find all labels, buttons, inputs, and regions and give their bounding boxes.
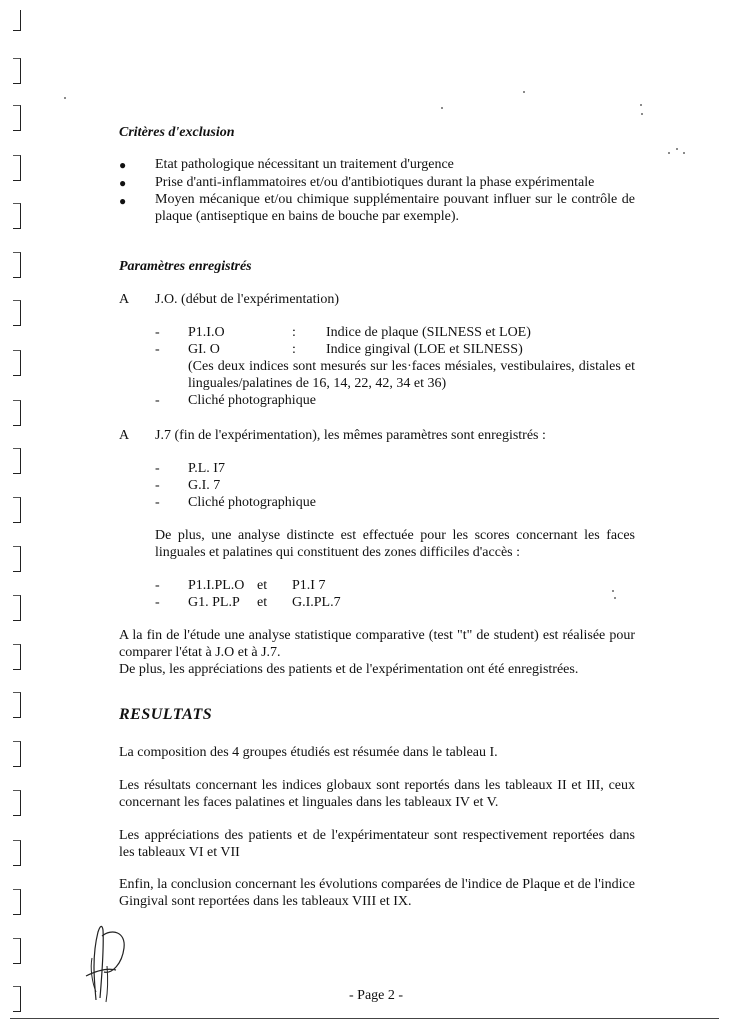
binding-mark	[13, 252, 21, 278]
section-label: J.O. (début de l'expérimentation)	[155, 292, 340, 307]
binding-mark	[13, 889, 21, 915]
binding-mark	[13, 644, 21, 670]
index-code: P1.I.O	[188, 325, 225, 340]
binding-mark	[13, 58, 21, 84]
bottom-rule	[10, 1018, 719, 1019]
binding-mark	[13, 692, 21, 718]
section-marker: A	[119, 428, 130, 443]
index-desc: Indice de plaque (SILNESS et LOE)	[326, 325, 531, 340]
scan-speck	[676, 148, 678, 150]
binding-mark	[13, 155, 21, 181]
pair-left: P1.I.PL.O	[188, 578, 245, 593]
pair-et: et	[257, 578, 268, 593]
scan-speck	[612, 590, 614, 592]
binding-mark	[13, 448, 21, 474]
exclusion-item: Etat pathologique nécessitant un traitement d'urgence	[155, 157, 454, 172]
list-item: P.L. I7	[188, 461, 225, 476]
scan-speck	[641, 113, 643, 115]
scan-speck	[441, 107, 443, 109]
photo-item: Cliché photographique	[188, 393, 316, 408]
binding-mark	[13, 300, 21, 326]
bullet-icon: ●	[119, 158, 127, 172]
index-code: GI. O	[188, 342, 220, 357]
pair-et: et	[257, 595, 268, 610]
binding-mark	[13, 10, 21, 31]
binding-mark	[13, 938, 21, 964]
scan-speck	[668, 152, 670, 154]
list-dash: -	[155, 461, 160, 476]
list-dash: -	[155, 595, 160, 610]
scan-speck	[683, 152, 685, 154]
results-heading: RESULTATS	[119, 706, 213, 723]
binding-mark	[13, 595, 21, 621]
binding-mark	[13, 741, 21, 767]
bullet-icon: ●	[119, 176, 127, 190]
stat-paragraph: A la fin de l'étude une analyse statistique comparative (test "t" de student) est réalisée pour comparer l'état à J.O et à J.7.	[119, 628, 635, 660]
binding-mark	[13, 986, 21, 1012]
binding-mark	[13, 497, 21, 523]
scan-speck	[614, 597, 616, 599]
binding-mark	[13, 105, 21, 131]
page-number: - Page 2 -	[349, 988, 404, 1003]
stat-paragraph-2: De plus, les appréciations des patients et de l'expérimentation ont été enregistrées.	[119, 662, 579, 677]
results-paragraph: Enfin, la conclusion concernant les évolutions comparées de l'indice de Plaque et de l'indice Gingival sont reportées dans les tableaux VIII et IX.	[119, 877, 635, 909]
section-label: J.7 (fin de l'expérimentation), les mêmes paramètres sont enregistrés :	[155, 428, 546, 443]
index-colon: :	[292, 325, 296, 340]
pair-right: P1.I 7	[292, 578, 326, 593]
list-dash: -	[155, 393, 160, 408]
params-heading: Paramètres enregistrés	[119, 259, 252, 274]
bullet-icon: ●	[119, 194, 127, 208]
list-dash: -	[155, 578, 160, 593]
exclusion-heading: Critères d'exclusion	[119, 125, 235, 140]
binding-mark	[13, 400, 21, 426]
pair-left: G1. PL.P	[188, 595, 240, 610]
pair-right: G.I.PL.7	[292, 595, 341, 610]
binding-mark	[13, 203, 21, 229]
exclusion-item: Prise d'anti-inflammatoires et/ou d'antibiotiques durant la phase expérimentale	[155, 175, 595, 190]
binding-mark	[13, 790, 21, 816]
results-paragraph: La composition des 4 groupes étudiés est résumée dans le tableau I.	[119, 745, 498, 760]
results-paragraph: Les résultats concernant les indices globaux sont reportés dans les tableaux II et III, ceux concernant les faces palatines et linguales dans les tableaux IV et V.	[119, 778, 635, 810]
index-desc: Indice gingival (LOE et SILNESS)	[326, 342, 523, 357]
linguales-paragraph: De plus, une analyse distincte est effectuée pour les scores concernant les faces linguales et palatines qui constituent des zones difficiles d'accès :	[155, 528, 635, 560]
exclusion-item: Moyen mécanique et/ou chimique supplémentaire pouvant influer sur le contrôle de plaque (antiseptique en bains de bouche par exemple).	[155, 192, 635, 224]
binding-mark	[13, 840, 21, 866]
list-item: G.I. 7	[188, 478, 221, 493]
results-paragraph: Les appréciations des patients et de l'expérimentateur sont respectivement reportées dans les tableaux VI et VII	[119, 828, 635, 860]
handwritten-initials	[78, 918, 138, 1008]
binding-mark	[13, 350, 21, 376]
index-colon: :	[292, 342, 296, 357]
list-dash: -	[155, 478, 160, 493]
list-item: Cliché photographique	[188, 495, 316, 510]
list-dash: -	[155, 325, 160, 340]
list-dash: -	[155, 495, 160, 510]
scan-speck	[64, 97, 66, 99]
list-dash: -	[155, 342, 160, 357]
binding-mark	[13, 546, 21, 572]
section-marker: A	[119, 292, 130, 307]
scan-speck	[640, 104, 642, 106]
index-note: (Ces deux indices sont mesurés sur les·faces mésiales, vestibulaires, distales et linguales/palatines de 16, 14, 22, 42, 34 et 36)	[188, 359, 635, 391]
scan-speck	[523, 91, 525, 93]
